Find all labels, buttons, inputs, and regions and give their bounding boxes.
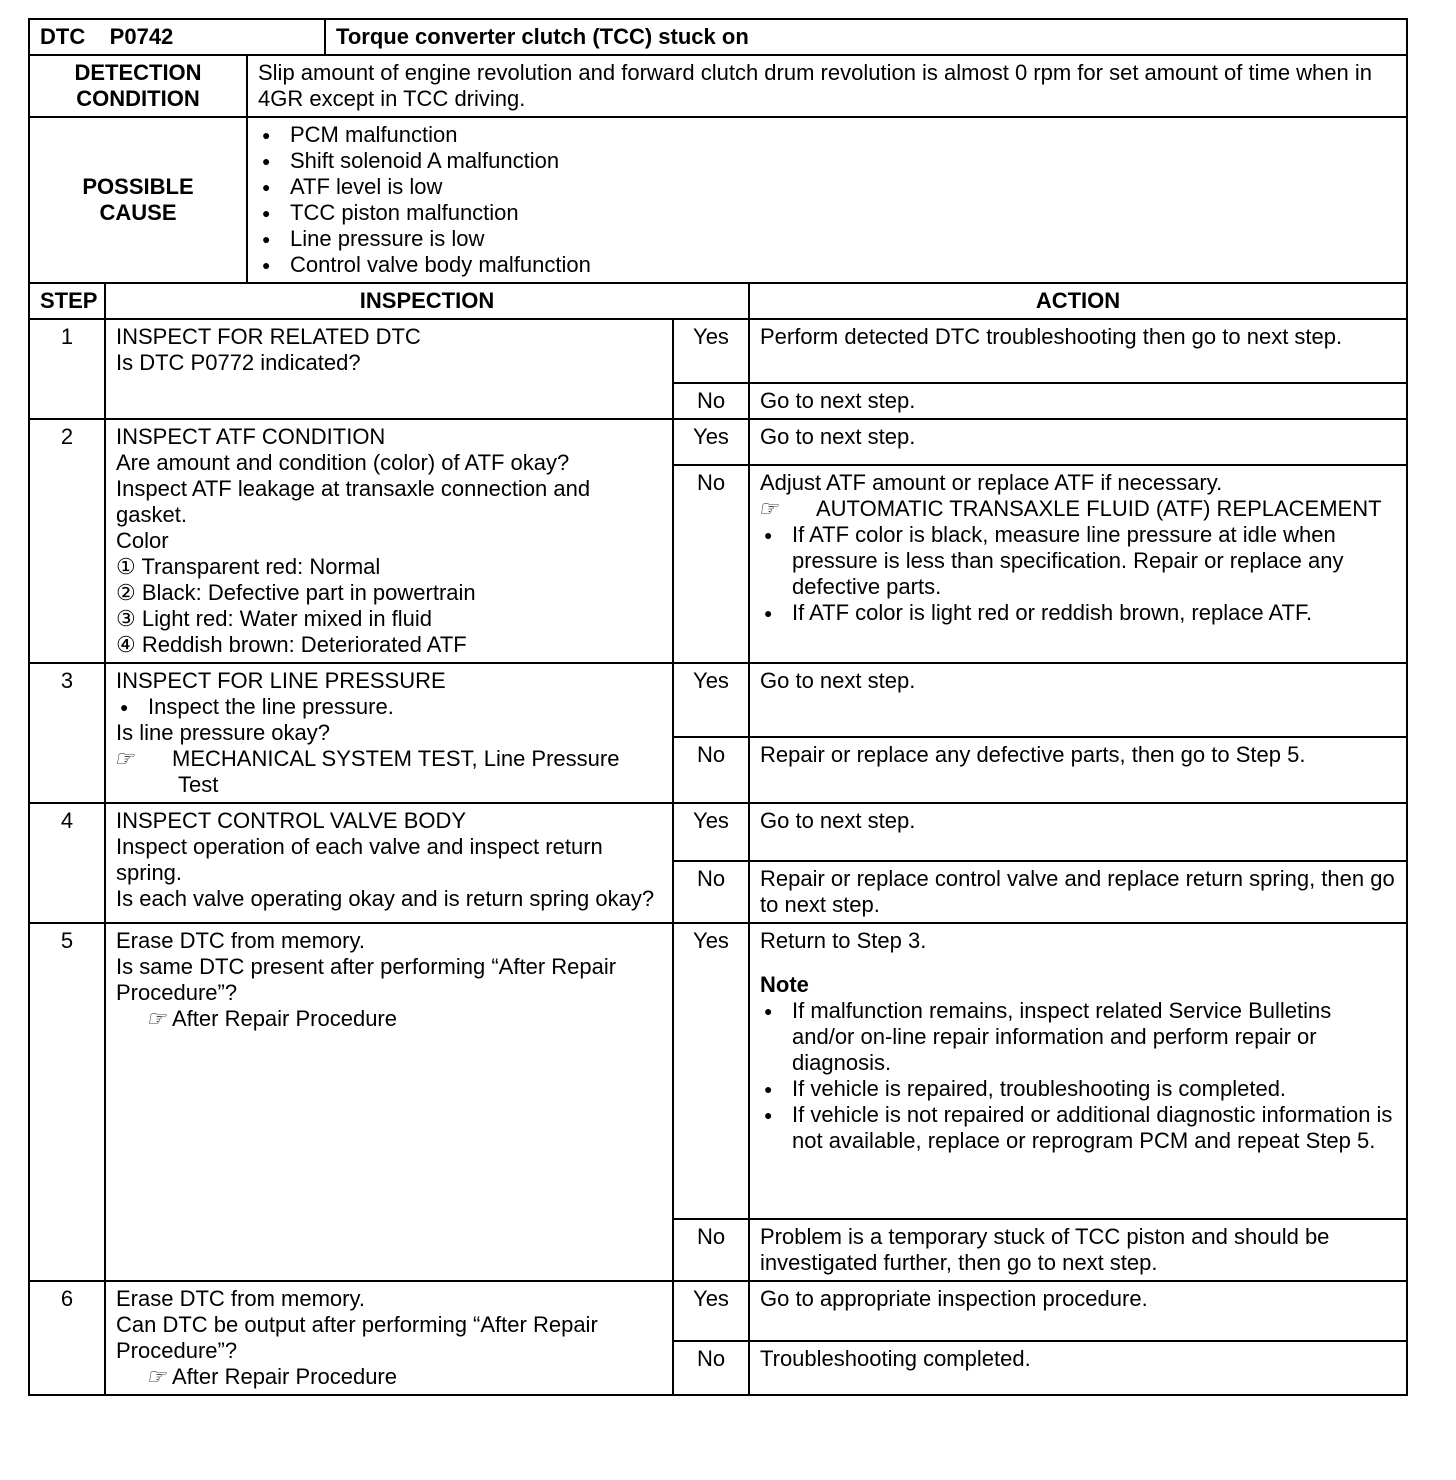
no-action: Go to next step.: [749, 383, 1407, 419]
reference: [116, 1364, 662, 1390]
step-inspection: [105, 419, 673, 663]
dtc-label: DTC: [40, 24, 86, 49]
color-heading: Color: [116, 528, 169, 553]
note-heading: Note: [760, 972, 809, 997]
yes-label: Yes: [673, 419, 749, 465]
step-number: 5: [29, 923, 105, 1281]
step-title: INSPECT FOR LINE PRESSURE: [116, 668, 446, 693]
condition-table: [28, 54, 1408, 284]
reference-text[interactable]: After Repair Procedure: [172, 1006, 397, 1031]
pointing-hand-icon: ☞: [758, 496, 778, 521]
yes-action-cell: [749, 923, 1407, 1219]
step-inspection: [105, 663, 673, 803]
step-question: Is same DTC present after performing “After Repair Procedure”?: [116, 954, 617, 1005]
detection-label: [29, 55, 247, 117]
table-row: [29, 803, 1407, 861]
no-label: No: [673, 383, 749, 419]
dtc-document: [28, 18, 1408, 1396]
pointing-hand-icon: ☞: [146, 1006, 166, 1031]
step-title: INSPECT FOR RELATED DTC: [116, 324, 421, 349]
cause-label-line1: POSSIBLE: [82, 174, 194, 199]
yes-action: Go to next step.: [749, 803, 1407, 861]
step-question: Inspect operation of each valve and inspect return spring.: [116, 834, 603, 885]
table-row: [29, 663, 1407, 737]
yes-action: Go to appropriate inspection procedure.: [749, 1281, 1407, 1341]
step-title: Erase DTC from memory.: [116, 1286, 365, 1311]
step-title: INSPECT CONTROL VALVE BODY: [116, 808, 467, 833]
step-question: Are amount and condition (color) of ATF okay?: [116, 450, 570, 475]
yes-action: Perform detected DTC troubleshooting then go to next step.: [749, 319, 1407, 383]
step-question: Is line pressure okay?: [116, 720, 330, 745]
list-item: ● If vehicle is not repaired or additional diagnostic information is not available, replace or reprogram PCM and repeat Step 5.: [760, 1102, 1396, 1154]
step-question: Is DTC P0772 indicated?: [116, 350, 361, 375]
list-item: ● Control valve body malfunction: [258, 252, 1396, 278]
list-item: ● ATF level is low: [258, 174, 1396, 200]
no-action: Adjust ATF amount or replace ATF if necessary.: [760, 470, 1223, 495]
list-item: ● Line pressure is low: [258, 226, 1396, 252]
yes-action: Return to Step 3.: [760, 928, 927, 953]
table-row: [29, 923, 1407, 1219]
step-question: Inspect ATF leakage at transaxle connection and gasket.: [116, 476, 591, 527]
yes-label: Yes: [673, 923, 749, 1219]
yes-label: Yes: [673, 1281, 749, 1341]
yes-label: Yes: [673, 663, 749, 737]
cause-label-line2: CAUSE: [99, 200, 177, 225]
dtc-id-cell: [29, 19, 325, 55]
step-inspection: [105, 803, 673, 923]
step-title: Erase DTC from memory.: [116, 928, 365, 953]
list-item: ● PCM malfunction: [258, 122, 1396, 148]
list-item: ① Transparent red: Normal: [116, 554, 381, 579]
no-action: Repair or replace control valve and replace return spring, then go to next step.: [749, 861, 1407, 923]
steps-table: [28, 282, 1408, 1396]
step-inspection: [105, 319, 673, 419]
table-row: [29, 319, 1407, 383]
reference: [760, 496, 1396, 522]
list-item: ④ Reddish brown: Deteriorated ATF: [116, 632, 467, 657]
step-number: 3: [29, 663, 105, 803]
no-label: No: [673, 861, 749, 923]
note-bullets: [760, 998, 1396, 1154]
step-column-header: STEP: [29, 283, 105, 319]
step-number: 2: [29, 419, 105, 663]
step-number: 1: [29, 319, 105, 419]
yes-label: Yes: [673, 319, 749, 383]
reference-text[interactable]: AUTOMATIC TRANSAXLE FLUID (ATF) REPLACEMENT: [816, 496, 1382, 521]
step-inspection: [105, 1281, 673, 1395]
no-label: No: [673, 1341, 749, 1395]
no-action: Problem is a temporary stuck of TCC piston and should be investigated further, then go to next step.: [749, 1219, 1407, 1281]
dtc-title: Torque converter clutch (TCC) stuck on: [325, 19, 1407, 55]
cause-list-cell: [247, 117, 1407, 283]
list-item: ● If ATF color is black, measure line pressure at idle when pressure is less than specification. Repair or replace any defective parts.: [760, 522, 1396, 600]
step-title: INSPECT ATF CONDITION: [116, 424, 386, 449]
step-bullets: [116, 694, 662, 720]
reference-text[interactable]: After Repair Procedure: [172, 1364, 397, 1389]
step-inspection: [105, 923, 673, 1281]
no-label: No: [673, 1219, 749, 1281]
reference: [116, 746, 662, 798]
list-item: ● If malfunction remains, inspect related Service Bulletins and/or on-line repair information and perform repair or diagnosis.: [760, 998, 1396, 1076]
yes-action: Go to next step.: [749, 419, 1407, 465]
list-item: ③ Light red: Water mixed in fluid: [116, 606, 433, 631]
list-item: ● Shift solenoid A malfunction: [258, 148, 1396, 174]
reference-text[interactable]: MECHANICAL SYSTEM TEST, Line Pressure Test: [172, 746, 620, 797]
dtc-code: P0742: [109, 24, 174, 49]
action-column-header: ACTION: [749, 283, 1407, 319]
yes-label: Yes: [673, 803, 749, 861]
no-label: No: [673, 465, 749, 663]
inspection-column-header: INSPECTION: [105, 283, 749, 319]
list-item: ● If ATF color is light red or reddish brown, replace ATF.: [760, 600, 1396, 626]
detection-label-line1: DETECTION: [74, 60, 202, 85]
cause-list: [258, 122, 1396, 278]
header-table: [28, 18, 1408, 56]
step-question: Can DTC be output after performing “After Repair Procedure”?: [116, 1312, 598, 1363]
table-row: [29, 419, 1407, 465]
detection-text: Slip amount of engine revolution and forward clutch drum revolution is almost 0 rpm for set amount of time when in 4GR except in TCC driving.: [247, 55, 1407, 117]
no-action-cell: [749, 465, 1407, 663]
pointing-hand-icon: ☞: [114, 746, 134, 771]
list-item: ● TCC piston malfunction: [258, 200, 1396, 226]
yes-action: Go to next step.: [749, 663, 1407, 737]
action-bullets: [760, 522, 1396, 626]
list-item: ● If vehicle is repaired, troubleshooting is completed.: [760, 1076, 1396, 1102]
detection-label-line2: CONDITION: [76, 86, 200, 111]
list-item: ② Black: Defective part in powertrain: [116, 580, 476, 605]
step-question: Is each valve operating okay and is return spring okay?: [116, 886, 655, 911]
step-number: 6: [29, 1281, 105, 1395]
no-label: No: [673, 737, 749, 803]
pointing-hand-icon: ☞: [146, 1364, 166, 1389]
no-action: Troubleshooting completed.: [749, 1341, 1407, 1395]
table-row: [29, 1281, 1407, 1341]
step-number: 4: [29, 803, 105, 923]
list-item: ● Inspect the line pressure.: [116, 694, 662, 720]
no-action: Repair or replace any defective parts, then go to Step 5.: [749, 737, 1407, 803]
reference: [116, 1006, 662, 1032]
cause-label: [29, 117, 247, 283]
